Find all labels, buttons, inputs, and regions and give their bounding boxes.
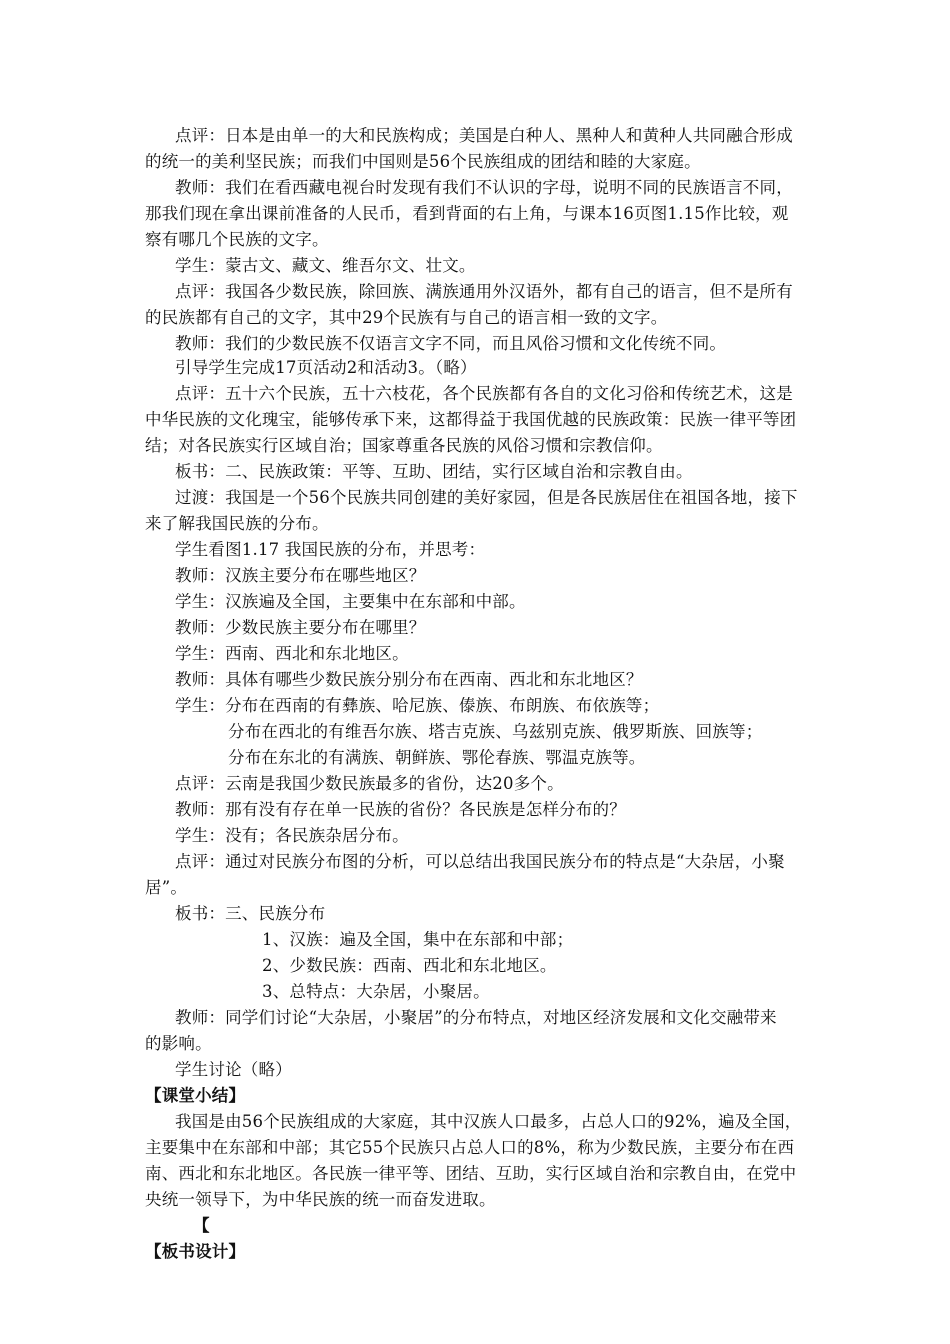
text-line: 点评：我国各少数民族，除回族、满族通用外汉语外，都有自己的语言，但不是所有 [175, 282, 793, 301]
text-line: 点评：云南是我国少数民族最多的省份，达20多个。 [175, 774, 564, 793]
text-line: 学生：蒙古文、藏文、维吾尔文、壮文。 [175, 256, 476, 275]
text-line: 3、总特点：大杂居，小聚居。 [262, 982, 490, 1001]
text-line: 的民族都有自己的文字，其中29个民族有与自己的语言相一致的文字。 [145, 308, 668, 327]
text-line: 学生讨论（略） [175, 1060, 292, 1079]
text-line: 教师：我们的少数民族不仅语言文字不同，而且风俗习惯和文化传统不同。 [175, 334, 727, 353]
text-line: 来了解我国民族的分布。 [145, 514, 329, 533]
text-line: 南、西北和东北地区。各民族一律平等、团结、互助，实行区域自治和宗教自由，在党中 [145, 1164, 797, 1183]
text-line: 学生看图1.17 我国民族的分布，并思考： [175, 540, 486, 559]
text-line: 居”。 [145, 878, 188, 897]
text-line: 学生：西南、西北和东北地区。 [175, 644, 409, 663]
text-line: 的统一的美利坚民族；而我们中国则是56个民族组成的团结和睦的大家庭。 [145, 152, 701, 171]
text-line: 分布在西北的有维吾尔族、塔吉克族、乌兹别克族、俄罗斯族、回族等； [228, 722, 763, 741]
text-line: 教师：具体有哪些少数民族分别分布在西南、西北和东北地区？ [175, 670, 643, 689]
text-line: 过渡：我国是一个56个民族共同创建的美好家园，但是各民族居住在祖国各地，接下 [175, 488, 798, 507]
text-line: 央统一领导下，为中华民族的统一而奋发进取。 [145, 1190, 496, 1209]
section-heading: 【板书设计】 [145, 1242, 246, 1261]
text-line: 教师：我们在看西藏电视台时发现有我们不认识的字母，说明不同的民族语言不同， [175, 178, 793, 197]
text-line: 引导学生完成17页活动2和活动3。（略） [175, 358, 477, 377]
text-line: 点评：日本是由单一的大和民族构成；美国是白种人、黑种人和黄种人共同融合形成 [175, 126, 793, 145]
text-line: 学生：汉族遍及全国，主要集中在东部和中部。 [175, 592, 526, 611]
text-line: 1、汉族：遍及全国，集中在东部和中部； [262, 930, 574, 949]
stray-bracket: 【 [193, 1216, 210, 1235]
text-line: 教师：那有没有存在单一民族的省份？各民族是怎样分布的？ [175, 800, 626, 819]
text-line: 我国是由56个民族组成的大家庭，其中汉族人口最多，占总人口的92%，遍及全国， [175, 1112, 802, 1131]
text-line: 中华民族的文化瑰宝，能够传承下来，这都得益于我国优越的民族政策：民族一律平等团 [145, 410, 797, 429]
section-heading: 【课堂小结】 [145, 1086, 246, 1105]
text-line: 板书：二、民族政策：平等、互助、团结，实行区域自治和宗教自由。 [175, 462, 693, 481]
text-line: 学生：分布在西南的有彝族、哈尼族、傣族、布朗族、布依族等； [175, 696, 660, 715]
text-line: 点评：通过对民族分布图的分析，可以总结出我国民族分布的特点是“大杂居，小聚 [175, 852, 785, 871]
text-line: 结；对各民族实行区域自治；国家尊重各民族的风俗习惯和宗教信仰。 [145, 436, 663, 455]
text-line: 察有哪几个民族的文字。 [145, 230, 329, 249]
text-line: 教师：汉族主要分布在哪些地区？ [175, 566, 426, 585]
text-line: 学生：没有；各民族杂居分布。 [175, 826, 409, 845]
text-line: 分布在东北的有满族、朝鲜族、鄂伦春族、鄂温克族等。 [228, 748, 646, 767]
text-line: 点评：五十六个民族，五十六枝花，各个民族都有各自的文化习俗和传统艺术，这是 [175, 384, 793, 403]
text-line: 的影响。 [145, 1034, 212, 1053]
text-line: 教师：少数民族主要分布在哪里？ [175, 618, 426, 637]
text-line: 教师：同学们讨论“大杂居，小聚居”的分布特点，对地区经济发展和文化交融带来 [175, 1008, 777, 1027]
text-line: 主要集中在东部和中部；其它55个民族只占总人口的8%，称为少数民族，主要分布在西 [145, 1138, 795, 1157]
text-line: 那我们现在拿出课前准备的人民币，看到背面的右上角，与课本16页图1.15作比较，观 [145, 204, 789, 223]
text-line: 2、少数民族：西南、西北和东北地区。 [262, 956, 557, 975]
text-line: 板书：三、民族分布 [175, 904, 326, 923]
